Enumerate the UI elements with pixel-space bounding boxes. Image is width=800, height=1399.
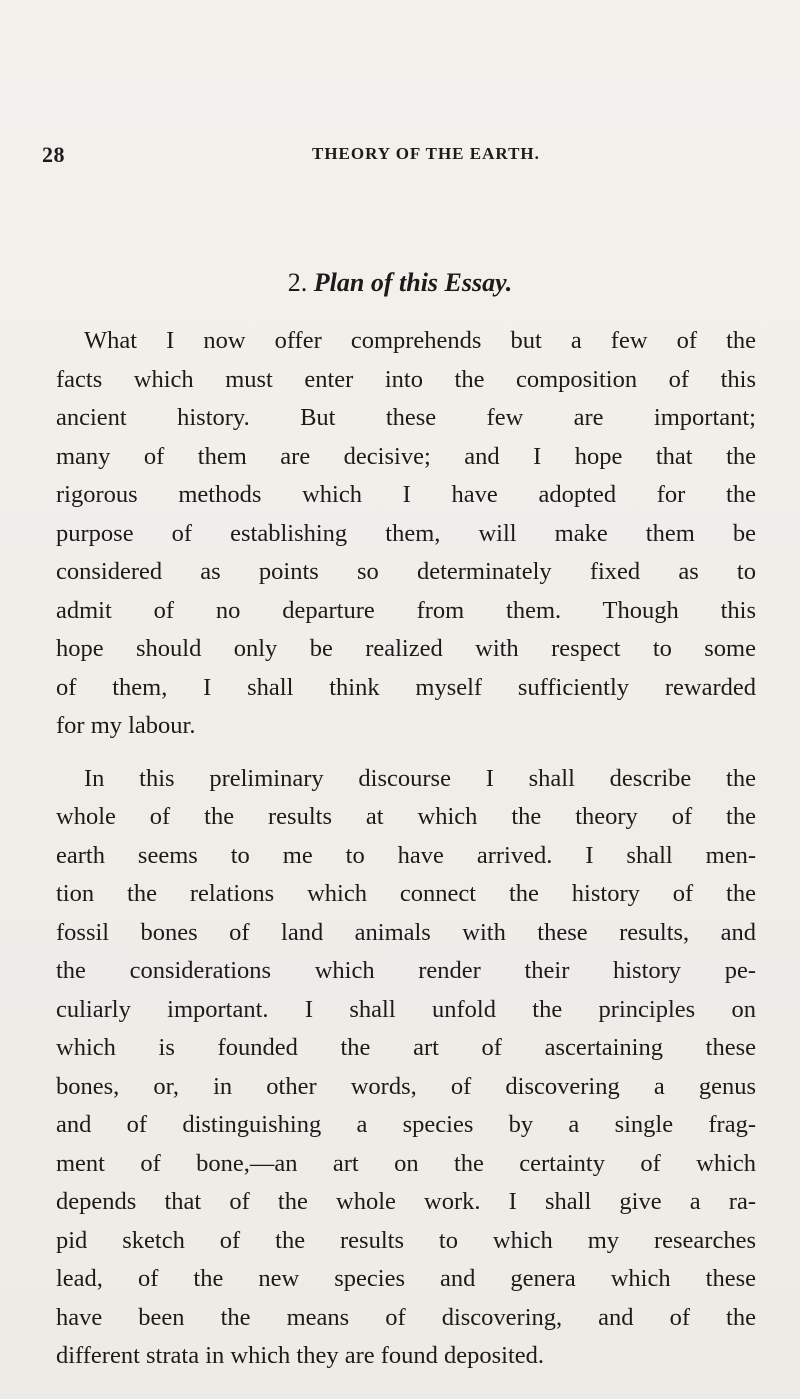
text-line: different strata in which they are found deposited. <box>56 1342 545 1369</box>
text-line: fossil bones of land animals with these results, and <box>56 918 756 946</box>
text-line: the considerations which render their history pe- <box>56 957 756 984</box>
text-line: many of them are decisive; and I hope that the <box>56 442 756 470</box>
text-line: facts which must enter into the composition of this <box>56 365 756 393</box>
text-line: tion the relations which connect the history of the <box>56 880 756 907</box>
running-head-title: THEORY OF THE EARTH. <box>312 144 540 163</box>
text-line: hope should only be realized with respect to some <box>56 635 756 662</box>
section-heading <box>0 268 800 298</box>
text-line: admit of no departure from them. Though this <box>56 596 756 624</box>
section-number: 2. <box>287 268 308 297</box>
text-line: for my labour. <box>56 712 196 739</box>
text-line: earth seems to me to have arrived. I shall men- <box>56 841 756 869</box>
text-line: culiarly important. I shall unfold the principles on <box>56 995 756 1023</box>
text-line: have been the means of discovering, and of the <box>56 1303 756 1331</box>
text-line: depends that of the whole work. I shall give a ra- <box>56 1188 756 1215</box>
body-text <box>56 322 756 1376</box>
page-number: 28 <box>42 142 65 167</box>
running-head <box>42 140 642 170</box>
paragraph-gap <box>56 746 756 760</box>
text-line: bones, or, in other words, of discovering a genus <box>56 1072 756 1100</box>
paragraph-2 <box>56 760 756 1376</box>
section-title: Plan of this Essay. <box>313 268 513 297</box>
text-line: and of distinguishing a species by a single frag- <box>56 1111 756 1138</box>
text-line: In this preliminary discourse I shall describe the <box>84 764 756 792</box>
text-line: considered as points so determinately fixed as to <box>56 558 756 585</box>
text-line: of them, I shall think myself sufficiently rewarded <box>56 673 756 701</box>
text-line: What I now offer comprehends but a few of the <box>84 327 756 354</box>
paragraph-1 <box>56 322 756 746</box>
text-line: rigorous methods which I have adopted for the <box>56 481 756 508</box>
text-line: lead, of the new species and genera which these <box>56 1265 756 1292</box>
text-line: ment of bone,—an art on the certainty of which <box>56 1149 756 1177</box>
text-line: ancient history. But these few are important; <box>56 404 756 431</box>
text-line: pid sketch of the results to which my researches <box>56 1226 756 1254</box>
text-line: which is founded the art of ascertaining these <box>56 1034 756 1061</box>
text-line: purpose of establishing them, will make them be <box>56 519 756 547</box>
text-line: whole of the results at which the theory of the <box>56 803 756 830</box>
